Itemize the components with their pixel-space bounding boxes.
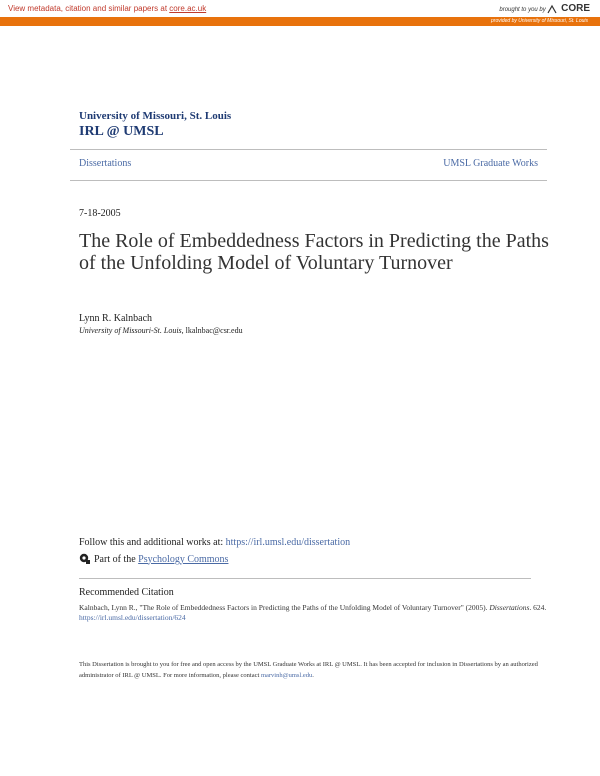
divider-top [70,149,547,150]
core-brand[interactable]: brought to you by CORE [499,3,590,14]
author-affiliation: University of Missouri-St. Louis, lkalnbac@csr.edu [79,326,243,335]
part-of-line: Part of the Psychology Commons [79,553,228,565]
citation-link[interactable]: https://irl.umsl.edu/dissertation/624 [79,613,186,622]
follow-link[interactable]: https://irl.umsl.edu/dissertation [225,537,351,548]
author-email: , lkalnbac@csr.edu [181,326,243,335]
core-logo-icon [547,4,557,14]
divider-citation [79,578,531,579]
core-provider-strip: provided by University of Missouri, St. Louis [0,17,600,26]
citation-text: Kalnbach, Lynn R., "The Role of Embeddedness Factors in Predicting the Paths of the Unfolding Model of Voluntary Turnover" (2005). Dissertations. 624. https://irl.umsl.edu/dissertation/624 [79,603,547,622]
repository-name[interactable]: IRL @ UMSL [79,124,164,139]
core-banner [0,0,600,27]
core-link[interactable]: core.ac.uk [169,4,207,13]
follow-line: Follow this and additional works at: https://irl.umsl.edu/dissertation [79,537,351,548]
commons-network-icon [79,553,91,565]
institution-name[interactable]: University of Missouri, St. Louis [79,110,232,122]
paper-title: The Role of Embeddedness Factors in Predicting the Paths of the Unfolding Model of Voluntary Turnover [79,230,549,274]
contact-email-link[interactable]: marvinh@umsl.edu [260,672,313,679]
divider-bottom [70,180,547,181]
nav-graduate-works-link[interactable]: UMSL Graduate Works [443,158,538,169]
core-logo-text: CORE [561,3,590,14]
recommended-citation-heading: Recommended Citation [79,587,174,598]
publication-date: 7-18-2005 [79,208,121,219]
author-name: Lynn R. Kalnbach [79,313,153,324]
nav-dissertations-link[interactable]: Dissertations [79,158,132,169]
footer-notice: This Dissertation is brought to you for free and open access by the UMSL Graduate Works at IRL @ UMSL. It has been accepted for inclusion in Dissertations by an authorized administrator of IRL @ UMSL. For more information, please contact marvinh@umsl.edu. [79,661,538,679]
core-metadata-text: View metadata, citation and similar papers at core.ac.uk [8,4,207,13]
psychology-commons-link[interactable]: Psychology Commons [138,553,229,565]
